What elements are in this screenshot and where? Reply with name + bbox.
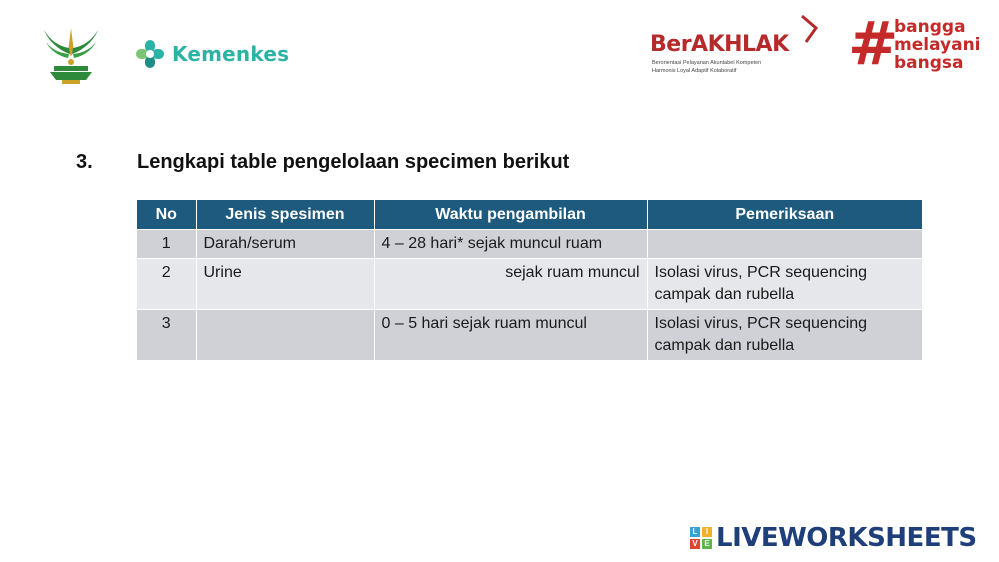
mark-letter-v: V [690, 539, 700, 549]
answer-cell-pemeriksaan[interactable] [647, 230, 922, 259]
answer-cell-waktu-pengambilan[interactable]: sejak ruam muncul [374, 259, 647, 310]
cell-no: 2 [137, 259, 196, 310]
table-header-row [137, 200, 922, 230]
ministry-emblem-logo [40, 22, 102, 86]
question-text: Lengkapi table pengelolaan specimen berikut [137, 151, 570, 173]
liveworksheets-mark-icon [690, 527, 712, 549]
bangga-line-3: bangsa [894, 53, 964, 73]
cell-pemeriksaan: Isolasi virus, PCR sequencing campak dan rubella [647, 310, 922, 361]
header-pemeriksaan: Pemeriksaan [647, 200, 922, 230]
berakhlak-logo [650, 14, 820, 84]
cell-jenis-spesimen: Darah/serum [196, 230, 374, 259]
cell-waktu-pengambilan: 0 – 5 hari sejak ruam muncul [374, 310, 647, 361]
liveworksheets-label: LIVEWORKSHEETS [716, 523, 977, 553]
mark-letter-l: L [690, 527, 700, 537]
berakhlak-title: BerAKHLAK [650, 32, 789, 57]
kemenkes-label: Kemenkes [172, 42, 290, 66]
kemenkes-logo [134, 38, 289, 70]
table-row [137, 259, 922, 310]
mark-letter-i: I [702, 527, 712, 537]
cell-no: 1 [137, 230, 196, 259]
question-number: 3. [76, 151, 93, 173]
answer-cell-jenis-spesimen[interactable] [196, 310, 374, 361]
header-no: No [137, 200, 196, 230]
cell-waktu-pengambilan: 4 – 28 hari* sejak muncul ruam [374, 230, 647, 259]
berakhlak-subtitle-1: Berorientasi Pelayanan Akuntabel Kompeten [652, 60, 762, 66]
hashtag-icon: # [848, 9, 899, 79]
cell-pemeriksaan: Isolasi virus, PCR sequencing campak dan rubella [647, 259, 922, 310]
bangga-line-1: bangga [894, 17, 966, 37]
mark-letter-e: E [702, 539, 712, 549]
specimen-table [137, 200, 922, 360]
table-row [137, 310, 922, 361]
bangga-line-2: melayani [894, 35, 981, 55]
berakhlak-subtitle-2: Harmonis Loyal Adaptif Kolaboratif [652, 68, 737, 74]
header-jenis-spesimen: Jenis spesimen [196, 200, 374, 230]
cell-jenis-spesimen: Urine [196, 259, 374, 310]
cell-no: 3 [137, 310, 196, 361]
liveworksheets-logo [690, 523, 977, 553]
bangga-melayani-logo [846, 9, 996, 84]
chevron-icon [798, 14, 820, 44]
table-row [137, 230, 922, 259]
header-waktu-pengambilan: Waktu pengambilan [374, 200, 647, 230]
kemenkes-mark-icon [134, 38, 166, 70]
